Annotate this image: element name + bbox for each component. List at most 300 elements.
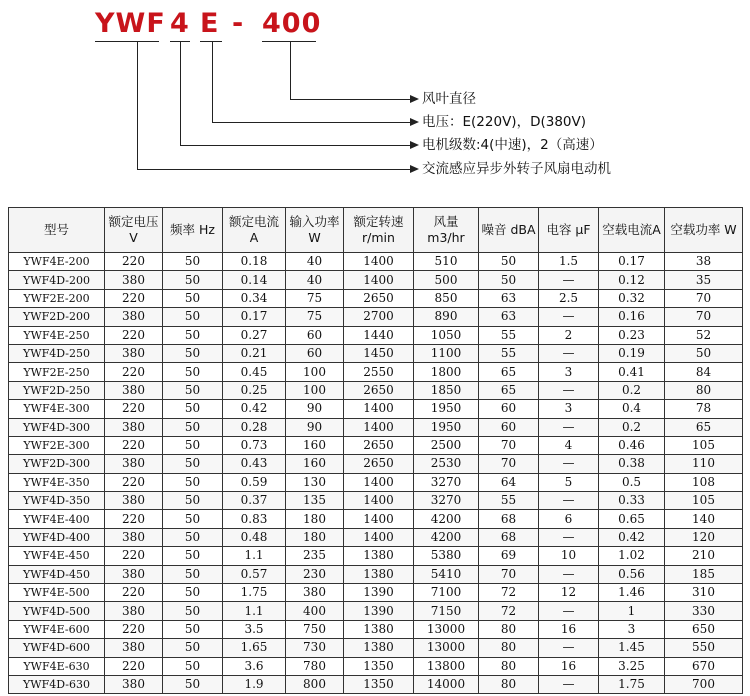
cell-capacitor: 4 bbox=[539, 436, 599, 454]
table-row bbox=[9, 620, 743, 638]
cell-rated-voltage: 380 bbox=[105, 528, 163, 546]
cell-capacitor: — bbox=[539, 418, 599, 436]
table-body bbox=[9, 253, 743, 694]
code-voltage: E bbox=[200, 8, 220, 39]
cell-no-load-current: 3.25 bbox=[599, 657, 665, 675]
cell-rated-voltage: 220 bbox=[105, 363, 163, 381]
cell-rated-speed: 1400 bbox=[344, 253, 414, 271]
cell-input-power: 90 bbox=[286, 418, 344, 436]
cell-model: YWF4E-400 bbox=[9, 510, 105, 528]
cell-capacitor: 3 bbox=[539, 400, 599, 418]
cell-no-load-power: 330 bbox=[665, 602, 743, 620]
arrow-poles bbox=[410, 141, 419, 149]
table-row bbox=[9, 381, 743, 399]
cell-rated-current: 0.27 bbox=[223, 326, 286, 344]
cell-frequency: 50 bbox=[163, 510, 223, 528]
cell-no-load-current: 0.46 bbox=[599, 436, 665, 454]
cell-noise: 70 bbox=[479, 436, 539, 454]
cell-airflow: 1800 bbox=[414, 363, 479, 381]
underline-voltage bbox=[200, 41, 222, 42]
cell-no-load-current: 0.42 bbox=[599, 528, 665, 546]
cell-no-load-power: 110 bbox=[665, 455, 743, 473]
cell-airflow: 510 bbox=[414, 253, 479, 271]
cell-capacitor: 6 bbox=[539, 510, 599, 528]
cell-model: YWF4D-500 bbox=[9, 602, 105, 620]
cell-rated-current: 0.42 bbox=[223, 400, 286, 418]
cell-input-power: 60 bbox=[286, 326, 344, 344]
cell-rated-current: 0.34 bbox=[223, 289, 286, 307]
cell-airflow: 1850 bbox=[414, 381, 479, 399]
header-no-load-current: 空载电流A bbox=[599, 208, 665, 253]
leader-voltage-h bbox=[212, 122, 411, 123]
cell-airflow: 3270 bbox=[414, 473, 479, 491]
cell-model: YWF4E-630 bbox=[9, 657, 105, 675]
cell-rated-current: 3.5 bbox=[223, 620, 286, 638]
cell-no-load-current: 0.2 bbox=[599, 418, 665, 436]
cell-frequency: 50 bbox=[163, 620, 223, 638]
cell-no-load-power: 185 bbox=[665, 565, 743, 583]
underline-diameter bbox=[262, 41, 316, 42]
cell-frequency: 50 bbox=[163, 657, 223, 675]
header-model: 型号 bbox=[9, 208, 105, 253]
cell-capacitor: — bbox=[539, 492, 599, 510]
cell-input-power: 135 bbox=[286, 492, 344, 510]
cell-frequency: 50 bbox=[163, 455, 223, 473]
cell-airflow: 500 bbox=[414, 271, 479, 289]
cell-capacitor: — bbox=[539, 675, 599, 693]
cell-model: YWF4E-500 bbox=[9, 584, 105, 602]
cell-noise: 70 bbox=[479, 455, 539, 473]
cell-model: YWF2D-200 bbox=[9, 308, 105, 326]
header-rated-voltage: 额定电压 V bbox=[105, 208, 163, 253]
table-row bbox=[9, 253, 743, 271]
cell-no-load-current: 0.65 bbox=[599, 510, 665, 528]
cell-rated-speed: 2650 bbox=[344, 436, 414, 454]
cell-no-load-current: 0.41 bbox=[599, 363, 665, 381]
cell-no-load-current: 0.56 bbox=[599, 565, 665, 583]
underline-series bbox=[95, 41, 159, 42]
table-row bbox=[9, 271, 743, 289]
table-row bbox=[9, 547, 743, 565]
cell-rated-current: 1.9 bbox=[223, 675, 286, 693]
cell-noise: 70 bbox=[479, 565, 539, 583]
cell-rated-voltage: 380 bbox=[105, 675, 163, 693]
cell-model: YWF4E-300 bbox=[9, 400, 105, 418]
cell-no-load-power: 50 bbox=[665, 344, 743, 362]
header-capacitor: 电容 μF bbox=[539, 208, 599, 253]
table-row bbox=[9, 602, 743, 620]
cell-capacitor: — bbox=[539, 639, 599, 657]
cell-rated-current: 1.65 bbox=[223, 639, 286, 657]
cell-airflow: 7100 bbox=[414, 584, 479, 602]
cell-model: YWF4D-300 bbox=[9, 418, 105, 436]
cell-noise: 60 bbox=[479, 418, 539, 436]
cell-model: YWF4D-200 bbox=[9, 271, 105, 289]
cell-noise: 63 bbox=[479, 289, 539, 307]
cell-capacitor: 3 bbox=[539, 363, 599, 381]
cell-rated-current: 1.1 bbox=[223, 547, 286, 565]
cell-capacitor: — bbox=[539, 381, 599, 399]
cell-rated-speed: 1400 bbox=[344, 400, 414, 418]
cell-no-load-power: 65 bbox=[665, 418, 743, 436]
cell-model: YWF4D-600 bbox=[9, 639, 105, 657]
cell-input-power: 160 bbox=[286, 455, 344, 473]
cell-no-load-current: 0.38 bbox=[599, 455, 665, 473]
cell-no-load-current: 0.5 bbox=[599, 473, 665, 491]
cell-input-power: 75 bbox=[286, 308, 344, 326]
cell-no-load-current: 0.19 bbox=[599, 344, 665, 362]
table-row bbox=[9, 308, 743, 326]
cell-noise: 55 bbox=[479, 326, 539, 344]
cell-airflow: 4200 bbox=[414, 510, 479, 528]
cell-rated-voltage: 220 bbox=[105, 584, 163, 602]
cell-rated-current: 1.75 bbox=[223, 584, 286, 602]
cell-rated-speed: 1450 bbox=[344, 344, 414, 362]
spec-table bbox=[8, 207, 743, 694]
cell-no-load-power: 120 bbox=[665, 528, 743, 546]
cell-no-load-power: 52 bbox=[665, 326, 743, 344]
cell-frequency: 50 bbox=[163, 675, 223, 693]
cell-airflow: 5410 bbox=[414, 565, 479, 583]
cell-rated-voltage: 380 bbox=[105, 344, 163, 362]
header-rated-current: 额定电流 A bbox=[223, 208, 286, 253]
cell-rated-voltage: 220 bbox=[105, 289, 163, 307]
cell-model: YWF4E-450 bbox=[9, 547, 105, 565]
cell-rated-current: 3.6 bbox=[223, 657, 286, 675]
cell-rated-voltage: 380 bbox=[105, 271, 163, 289]
cell-no-load-power: 35 bbox=[665, 271, 743, 289]
cell-rated-speed: 1400 bbox=[344, 528, 414, 546]
cell-model: YWF4D-630 bbox=[9, 675, 105, 693]
cell-no-load-power: 108 bbox=[665, 473, 743, 491]
cell-noise: 63 bbox=[479, 308, 539, 326]
cell-rated-speed: 2700 bbox=[344, 308, 414, 326]
cell-airflow: 7150 bbox=[414, 602, 479, 620]
cell-model: YWF4D-450 bbox=[9, 565, 105, 583]
header-input-power: 输入功率 W bbox=[286, 208, 344, 253]
cell-airflow: 13000 bbox=[414, 639, 479, 657]
cell-no-load-power: 140 bbox=[665, 510, 743, 528]
table-row bbox=[9, 363, 743, 381]
cell-no-load-current: 1.45 bbox=[599, 639, 665, 657]
cell-frequency: 50 bbox=[163, 565, 223, 583]
cell-rated-speed: 1380 bbox=[344, 565, 414, 583]
cell-rated-speed: 1400 bbox=[344, 492, 414, 510]
table-row bbox=[9, 400, 743, 418]
cell-frequency: 50 bbox=[163, 547, 223, 565]
cell-no-load-current: 0.23 bbox=[599, 326, 665, 344]
cell-noise: 80 bbox=[479, 620, 539, 638]
cell-rated-current: 0.57 bbox=[223, 565, 286, 583]
cell-model: YWF4E-200 bbox=[9, 253, 105, 271]
cell-frequency: 50 bbox=[163, 253, 223, 271]
cell-rated-current: 0.14 bbox=[223, 271, 286, 289]
cell-rated-voltage: 220 bbox=[105, 436, 163, 454]
leader-diameter-v bbox=[290, 41, 291, 99]
cell-model: YWF4D-400 bbox=[9, 528, 105, 546]
cell-airflow: 2500 bbox=[414, 436, 479, 454]
cell-capacitor: 1.5 bbox=[539, 253, 599, 271]
cell-frequency: 50 bbox=[163, 344, 223, 362]
cell-no-load-power: 70 bbox=[665, 308, 743, 326]
cell-input-power: 90 bbox=[286, 400, 344, 418]
table-row bbox=[9, 289, 743, 307]
cell-input-power: 40 bbox=[286, 253, 344, 271]
cell-no-load-power: 700 bbox=[665, 675, 743, 693]
table-row bbox=[9, 436, 743, 454]
cell-rated-voltage: 380 bbox=[105, 602, 163, 620]
cell-frequency: 50 bbox=[163, 528, 223, 546]
cell-airflow: 4200 bbox=[414, 528, 479, 546]
leader-series-v bbox=[137, 41, 138, 169]
cell-capacitor: — bbox=[539, 344, 599, 362]
cell-rated-current: 0.73 bbox=[223, 436, 286, 454]
cell-frequency: 50 bbox=[163, 289, 223, 307]
cell-rated-speed: 2650 bbox=[344, 455, 414, 473]
cell-model: YWF4D-250 bbox=[9, 344, 105, 362]
cell-input-power: 130 bbox=[286, 473, 344, 491]
cell-no-load-current: 1 bbox=[599, 602, 665, 620]
leader-poles-h bbox=[180, 145, 411, 146]
cell-capacitor: — bbox=[539, 565, 599, 583]
arrow-series bbox=[410, 165, 419, 173]
cell-airflow: 1950 bbox=[414, 400, 479, 418]
code-series: YWF bbox=[95, 8, 166, 39]
cell-rated-current: 0.43 bbox=[223, 455, 286, 473]
cell-rated-current: 0.37 bbox=[223, 492, 286, 510]
cell-noise: 69 bbox=[479, 547, 539, 565]
cell-no-load-current: 0.32 bbox=[599, 289, 665, 307]
cell-model: YWF4E-250 bbox=[9, 326, 105, 344]
cell-no-load-current: 0.16 bbox=[599, 308, 665, 326]
legend-poles: 电机级数:4(中速)，2（高速） bbox=[422, 137, 603, 153]
cell-capacitor: 10 bbox=[539, 547, 599, 565]
cell-capacitor: 16 bbox=[539, 620, 599, 638]
cell-frequency: 50 bbox=[163, 308, 223, 326]
cell-noise: 80 bbox=[479, 639, 539, 657]
cell-frequency: 50 bbox=[163, 326, 223, 344]
cell-rated-voltage: 220 bbox=[105, 253, 163, 271]
cell-airflow: 850 bbox=[414, 289, 479, 307]
cell-no-load-current: 0.2 bbox=[599, 381, 665, 399]
cell-input-power: 780 bbox=[286, 657, 344, 675]
table-header-row bbox=[9, 208, 743, 253]
cell-no-load-power: 70 bbox=[665, 289, 743, 307]
cell-rated-voltage: 220 bbox=[105, 620, 163, 638]
cell-input-power: 230 bbox=[286, 565, 344, 583]
cell-airflow: 1050 bbox=[414, 326, 479, 344]
cell-no-load-power: 38 bbox=[665, 253, 743, 271]
cell-capacitor: 5 bbox=[539, 473, 599, 491]
cell-rated-current: 0.17 bbox=[223, 308, 286, 326]
cell-capacitor: 2.5 bbox=[539, 289, 599, 307]
table-row bbox=[9, 510, 743, 528]
cell-input-power: 180 bbox=[286, 528, 344, 546]
table-row bbox=[9, 584, 743, 602]
cell-rated-speed: 1350 bbox=[344, 657, 414, 675]
cell-no-load-current: 0.33 bbox=[599, 492, 665, 510]
cell-input-power: 800 bbox=[286, 675, 344, 693]
cell-no-load-power: 78 bbox=[665, 400, 743, 418]
cell-noise: 50 bbox=[479, 271, 539, 289]
cell-airflow: 13000 bbox=[414, 620, 479, 638]
cell-no-load-power: 80 bbox=[665, 381, 743, 399]
cell-capacitor: 2 bbox=[539, 326, 599, 344]
cell-rated-speed: 2550 bbox=[344, 363, 414, 381]
cell-input-power: 160 bbox=[286, 436, 344, 454]
cell-rated-current: 0.59 bbox=[223, 473, 286, 491]
legend-voltage: 电压：E(220V)，D(380V) bbox=[422, 114, 586, 130]
cell-rated-voltage: 380 bbox=[105, 565, 163, 583]
cell-rated-speed: 1400 bbox=[344, 418, 414, 436]
cell-airflow: 2530 bbox=[414, 455, 479, 473]
cell-no-load-power: 84 bbox=[665, 363, 743, 381]
cell-airflow: 13800 bbox=[414, 657, 479, 675]
header-frequency: 频率 Hz bbox=[163, 208, 223, 253]
table-row bbox=[9, 455, 743, 473]
cell-airflow: 890 bbox=[414, 308, 479, 326]
arrow-diameter bbox=[410, 95, 419, 103]
cell-rated-voltage: 380 bbox=[105, 308, 163, 326]
cell-no-load-power: 210 bbox=[665, 547, 743, 565]
cell-rated-current: 0.21 bbox=[223, 344, 286, 362]
cell-frequency: 50 bbox=[163, 473, 223, 491]
cell-airflow: 5380 bbox=[414, 547, 479, 565]
cell-rated-speed: 1400 bbox=[344, 271, 414, 289]
cell-rated-speed: 2650 bbox=[344, 381, 414, 399]
cell-frequency: 50 bbox=[163, 602, 223, 620]
leader-series-h bbox=[137, 169, 411, 170]
cell-model: YWF2E-250 bbox=[9, 363, 105, 381]
cell-model: YWF2E-300 bbox=[9, 436, 105, 454]
cell-rated-speed: 2650 bbox=[344, 289, 414, 307]
cell-input-power: 100 bbox=[286, 381, 344, 399]
cell-no-load-current: 3 bbox=[599, 620, 665, 638]
cell-capacitor: — bbox=[539, 455, 599, 473]
cell-airflow: 1950 bbox=[414, 418, 479, 436]
leader-diameter-h bbox=[290, 99, 411, 100]
cell-noise: 72 bbox=[479, 602, 539, 620]
table-row bbox=[9, 639, 743, 657]
cell-rated-voltage: 220 bbox=[105, 547, 163, 565]
code-dash: - bbox=[232, 8, 245, 39]
cell-capacitor: — bbox=[539, 308, 599, 326]
cell-rated-speed: 1380 bbox=[344, 620, 414, 638]
cell-frequency: 50 bbox=[163, 436, 223, 454]
cell-model: YWF4E-600 bbox=[9, 620, 105, 638]
code-diameter: 400 bbox=[262, 8, 322, 39]
cell-noise: 50 bbox=[479, 253, 539, 271]
cell-frequency: 50 bbox=[163, 271, 223, 289]
cell-noise: 60 bbox=[479, 400, 539, 418]
table-row bbox=[9, 675, 743, 693]
cell-no-load-power: 310 bbox=[665, 584, 743, 602]
cell-rated-current: 0.48 bbox=[223, 528, 286, 546]
table-row bbox=[9, 473, 743, 491]
cell-rated-voltage: 220 bbox=[105, 657, 163, 675]
cell-rated-speed: 1380 bbox=[344, 639, 414, 657]
cell-no-load-current: 1.46 bbox=[599, 584, 665, 602]
table-row bbox=[9, 528, 743, 546]
table-row bbox=[9, 344, 743, 362]
cell-rated-voltage: 220 bbox=[105, 400, 163, 418]
cell-model: YWF4D-350 bbox=[9, 492, 105, 510]
cell-no-load-power: 550 bbox=[665, 639, 743, 657]
cell-input-power: 40 bbox=[286, 271, 344, 289]
cell-model: YWF4E-350 bbox=[9, 473, 105, 491]
table-row bbox=[9, 418, 743, 436]
cell-rated-voltage: 220 bbox=[105, 510, 163, 528]
cell-capacitor: — bbox=[539, 271, 599, 289]
cell-rated-speed: 1400 bbox=[344, 510, 414, 528]
cell-rated-current: 0.18 bbox=[223, 253, 286, 271]
cell-capacitor: — bbox=[539, 528, 599, 546]
cell-rated-voltage: 380 bbox=[105, 381, 163, 399]
cell-capacitor: — bbox=[539, 602, 599, 620]
cell-model: YWF2E-200 bbox=[9, 289, 105, 307]
cell-input-power: 235 bbox=[286, 547, 344, 565]
table-row bbox=[9, 565, 743, 583]
cell-frequency: 50 bbox=[163, 584, 223, 602]
cell-no-load-current: 0.17 bbox=[599, 253, 665, 271]
cell-frequency: 50 bbox=[163, 492, 223, 510]
cell-input-power: 100 bbox=[286, 363, 344, 381]
cell-frequency: 50 bbox=[163, 418, 223, 436]
cell-no-load-current: 1.75 bbox=[599, 675, 665, 693]
cell-rated-voltage: 220 bbox=[105, 473, 163, 491]
cell-no-load-current: 0.12 bbox=[599, 271, 665, 289]
cell-frequency: 50 bbox=[163, 363, 223, 381]
cell-input-power: 60 bbox=[286, 344, 344, 362]
cell-rated-current: 0.83 bbox=[223, 510, 286, 528]
arrow-voltage bbox=[410, 118, 419, 126]
cell-frequency: 50 bbox=[163, 381, 223, 399]
cell-rated-voltage: 380 bbox=[105, 639, 163, 657]
cell-no-load-current: 1.02 bbox=[599, 547, 665, 565]
cell-noise: 72 bbox=[479, 584, 539, 602]
cell-noise: 68 bbox=[479, 528, 539, 546]
cell-no-load-power: 105 bbox=[665, 492, 743, 510]
cell-noise: 80 bbox=[479, 675, 539, 693]
header-airflow: 风量 m3/hr bbox=[414, 208, 479, 253]
cell-airflow: 14000 bbox=[414, 675, 479, 693]
header-noise: 噪音 dBA bbox=[479, 208, 539, 253]
cell-model: YWF2D-300 bbox=[9, 455, 105, 473]
cell-input-power: 180 bbox=[286, 510, 344, 528]
cell-rated-voltage: 380 bbox=[105, 418, 163, 436]
cell-noise: 55 bbox=[479, 492, 539, 510]
cell-input-power: 400 bbox=[286, 602, 344, 620]
cell-capacitor: 12 bbox=[539, 584, 599, 602]
cell-noise: 64 bbox=[479, 473, 539, 491]
table-row bbox=[9, 657, 743, 675]
cell-rated-voltage: 380 bbox=[105, 455, 163, 473]
cell-rated-speed: 1390 bbox=[344, 584, 414, 602]
cell-rated-current: 0.45 bbox=[223, 363, 286, 381]
cell-rated-current: 0.25 bbox=[223, 381, 286, 399]
leader-poles-v bbox=[180, 41, 181, 145]
cell-airflow: 1100 bbox=[414, 344, 479, 362]
cell-noise: 68 bbox=[479, 510, 539, 528]
cell-rated-speed: 1380 bbox=[344, 547, 414, 565]
cell-model: YWF2D-250 bbox=[9, 381, 105, 399]
cell-input-power: 380 bbox=[286, 584, 344, 602]
cell-rated-voltage: 380 bbox=[105, 492, 163, 510]
cell-noise: 65 bbox=[479, 363, 539, 381]
cell-rated-speed: 1440 bbox=[344, 326, 414, 344]
cell-input-power: 750 bbox=[286, 620, 344, 638]
table-row bbox=[9, 492, 743, 510]
